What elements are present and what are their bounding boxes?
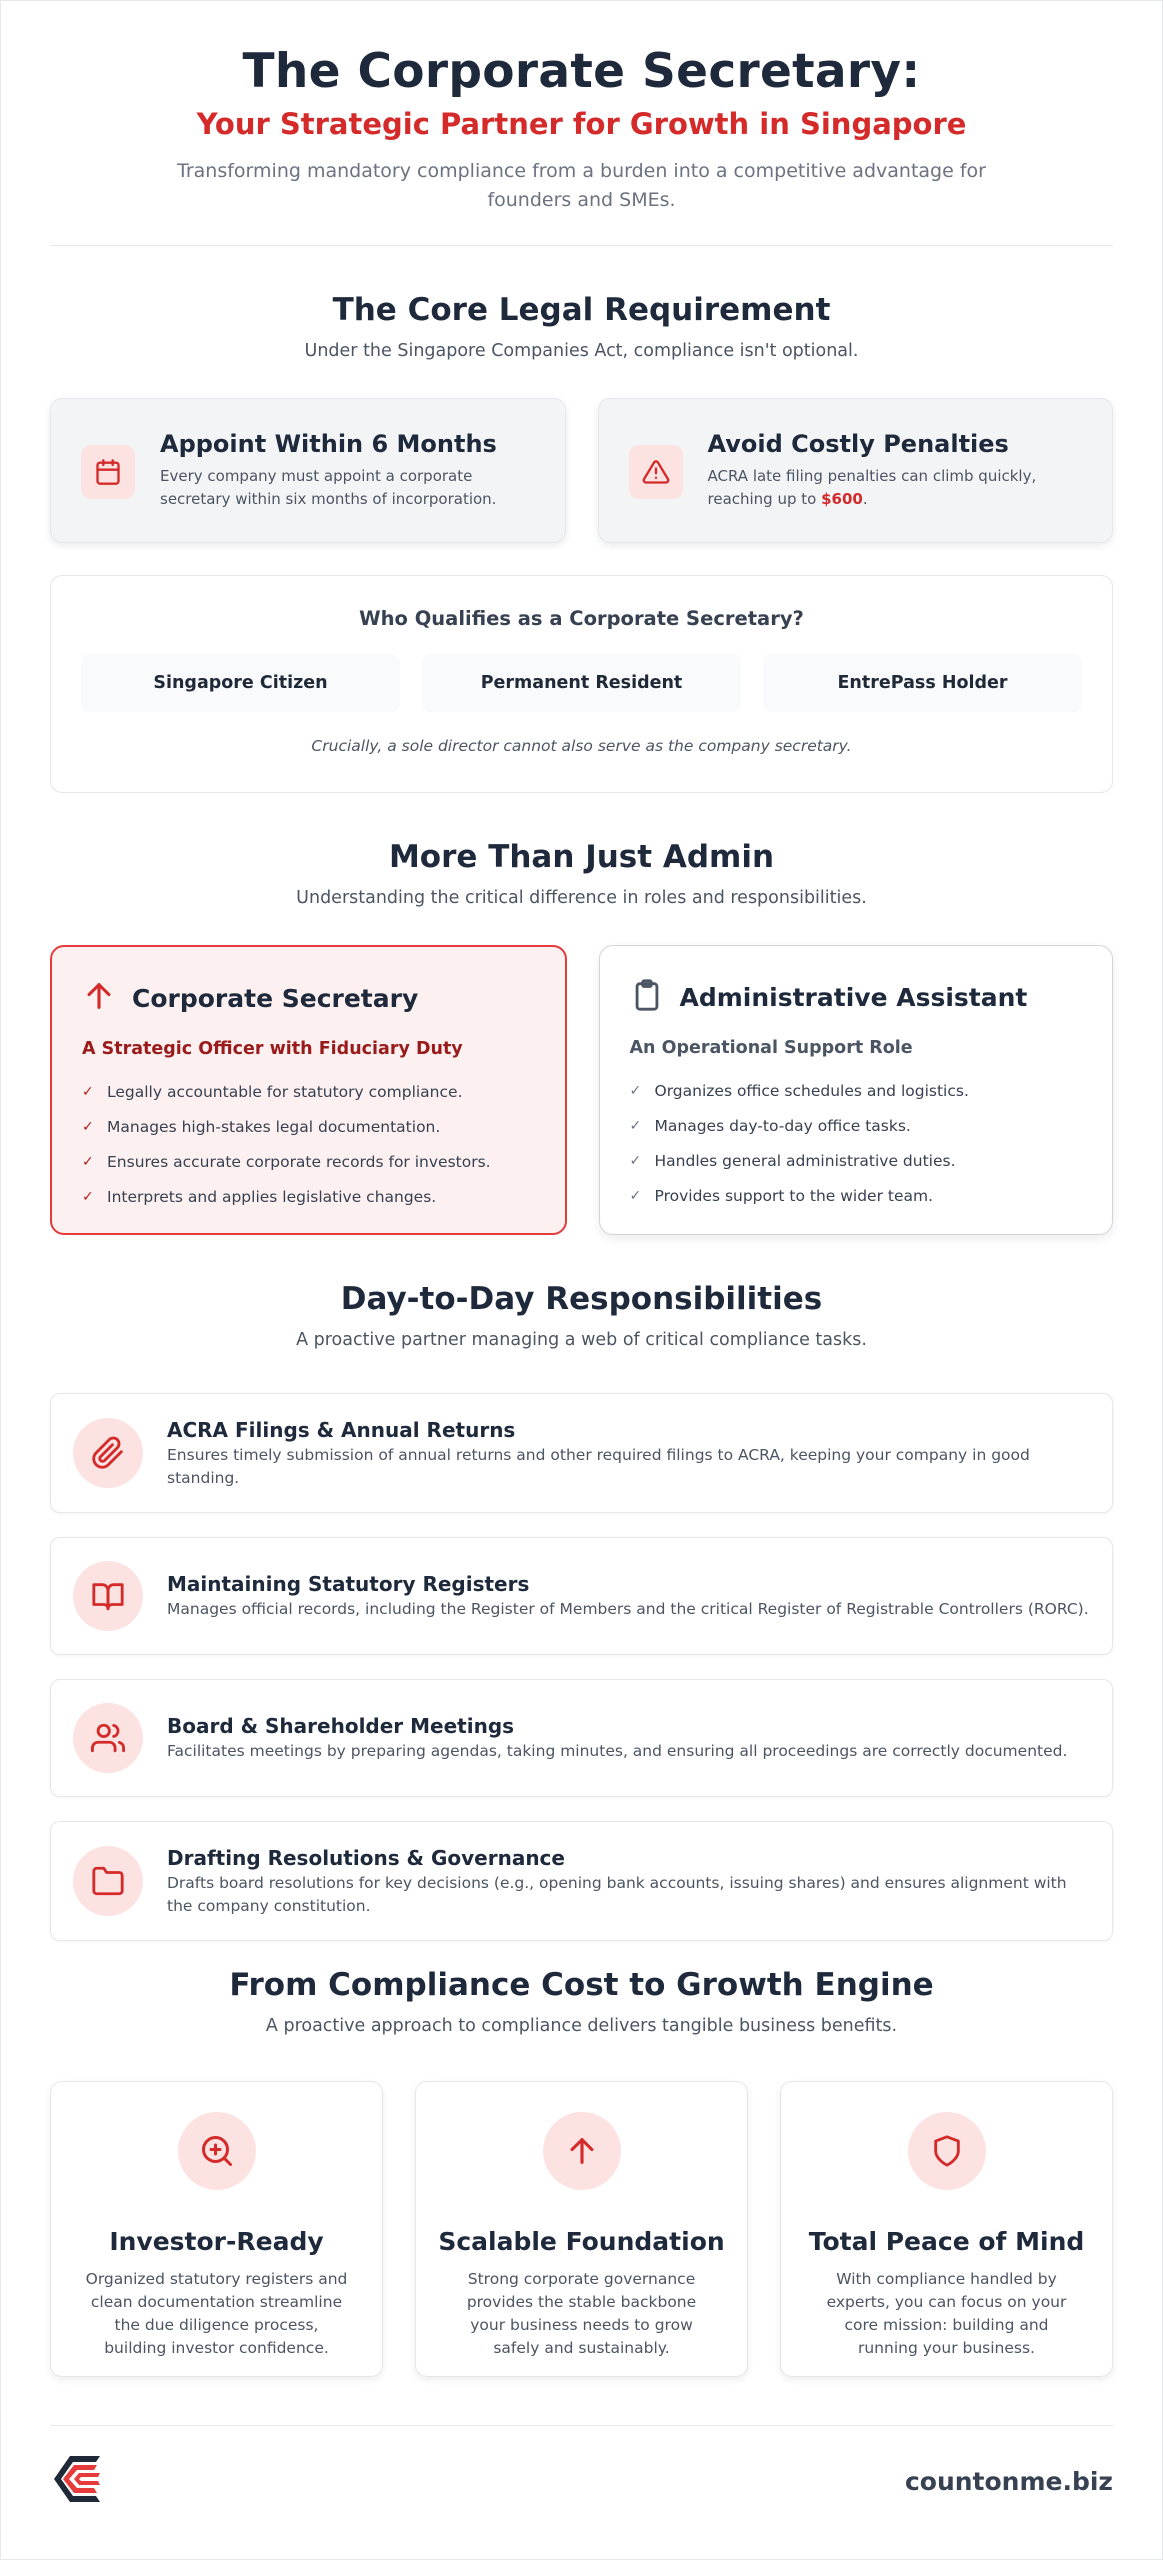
- qualifies-options: [81, 654, 1082, 712]
- qualifies-option: Singapore Citizen: [81, 654, 400, 712]
- benefits-section-header: [50, 1965, 1113, 2039]
- calendar-icon: [81, 445, 135, 499]
- responsibility-text: Ensures timely submission of annual returns and other required filings to ACRA, keeping your company in good standing.: [167, 1445, 1030, 1487]
- check-icon: ✓: [82, 1154, 94, 1170]
- check-icon: ✓: [629, 1153, 642, 1169]
- paperclip-icon: [73, 1418, 143, 1488]
- requirement-card: [598, 398, 1114, 543]
- responsibilities-list: [50, 1393, 1113, 1941]
- warning-triangle-icon: [629, 445, 683, 499]
- responsibility-title: Board & Shareholder Meetings: [167, 1714, 515, 1738]
- section-subtitle: A proactive approach to compliance delivers tangible business benefits.: [265, 2016, 898, 2036]
- requirement-text: Every company must appoint a corporate secretary within six months of incorporation.: [160, 467, 497, 508]
- benefit-text: Strong corporate governance provides the stable backbone your business needs to grow safely and sustainably.: [466, 2270, 697, 2357]
- benefit-title: Scalable Foundation: [438, 2227, 725, 2256]
- responsibility-card: [50, 1537, 1113, 1655]
- section-title: More Than Just Admin: [388, 839, 775, 875]
- check-icon: ✓: [82, 1119, 94, 1135]
- section-title: The Core Legal Requirement: [332, 292, 831, 328]
- benefit-card: [780, 2081, 1113, 2377]
- list-item: ✓ Ensures accurate corporate records for investors.: [82, 1145, 535, 1180]
- roles-section-header: [50, 837, 1113, 911]
- qualifies-option: Permanent Resident: [422, 654, 741, 712]
- check-icon: ✓: [629, 1188, 642, 1204]
- requirement-cards: [50, 398, 1113, 543]
- role-title: Corporate Secretary: [132, 983, 419, 1013]
- list-item: ✓ Organizes office schedules and logistics.: [630, 1074, 1083, 1109]
- list-item: ✓ Legally accountable for statutory compliance.: [82, 1075, 535, 1110]
- requirement-card: [50, 398, 566, 543]
- role-duties: [630, 1074, 1083, 1214]
- list-item: ✓ Handles general administrative duties.: [630, 1144, 1083, 1179]
- page-subtitle: Your Strategic Partner for Growth in Singapore: [196, 107, 967, 141]
- role-subtitle: A Strategic Officer with Fiduciary Duty: [82, 1039, 463, 1059]
- page-description: Transforming mandatory compliance from a burden into a competitive advantage for founders and SMEs.: [177, 160, 986, 211]
- arrow-up-icon: [82, 979, 116, 1017]
- responsibility-card: [50, 1821, 1113, 1941]
- responsibility-card: [50, 1679, 1113, 1797]
- zoom-in-icon: [178, 2112, 256, 2190]
- core-section-header: [50, 290, 1113, 364]
- chevron-layers-logo: [50, 2454, 104, 2508]
- section-title: Day-to-Day Responsibilities: [340, 1281, 823, 1317]
- requirement-title: Appoint Within 6 Months: [160, 430, 497, 458]
- section-subtitle: Under the Singapore Companies Act, compliance isn't optional.: [304, 341, 859, 361]
- responsibility-text: Facilitates meetings by preparing agendas, taking minutes, and ensuring all proceedings are correctly documented.: [167, 1742, 1068, 1760]
- users-icon: [73, 1703, 143, 1773]
- list-item: ✓ Interprets and applies legislative changes.: [82, 1180, 535, 1215]
- responsibility-title: Drafting Resolutions & Governance: [167, 1845, 565, 1870]
- responsibility-text: Drafts board resolutions for key decisions (e.g., opening bank accounts, issuing shares) and ensures alignment with the company constitution.: [167, 1873, 1067, 1915]
- penalty-amount: $600: [821, 490, 863, 508]
- page-header: [50, 1, 1113, 215]
- benefit-text: Organized statutory registers and clean documentation streamline the due diligence process, building investor confidence.: [85, 2270, 348, 2357]
- open-book-icon: [73, 1561, 143, 1631]
- shield-icon: [908, 2112, 986, 2190]
- role-title: Administrative Assistant: [679, 982, 1028, 1012]
- divider: [50, 245, 1113, 246]
- qualifies-box: [50, 575, 1113, 793]
- qualifies-title: Who Qualifies as a Corporate Secretary?: [359, 607, 804, 630]
- check-icon: ✓: [629, 1083, 642, 1099]
- arrow-up-icon: [543, 2112, 621, 2190]
- qualifies-option: EntrePass Holder: [763, 654, 1082, 712]
- check-icon: ✓: [629, 1118, 642, 1134]
- role-subtitle: An Operational Support Role: [629, 1038, 913, 1058]
- responsibility-card: [50, 1393, 1113, 1513]
- benefit-text: With compliance handled by experts, you can focus on your core mission: building and running your business.: [826, 2270, 1067, 2357]
- qualifies-note: Crucially, a sole director cannot also serve as the company secretary.: [311, 737, 852, 755]
- roles-comparison: [50, 945, 1113, 1235]
- benefit-card: [415, 2081, 748, 2377]
- requirement-title: Avoid Costly Penalties: [707, 430, 1009, 458]
- folder-icon: [73, 1846, 143, 1916]
- corporate-secretary-card: [50, 945, 567, 1235]
- list-item: ✓ Provides support to the wider team.: [630, 1179, 1083, 1214]
- footer: [50, 2454, 1113, 2508]
- section-subtitle: Understanding the critical difference in roles and responsibilities.: [296, 888, 867, 908]
- responsibility-text: Manages official records, including the Register of Members and the critical Register of Registrable Controllers (RORC).: [167, 1600, 1089, 1618]
- requirement-text: ACRA late filing penalties can climb quickly, reaching up to $600.: [707, 467, 1037, 508]
- administrative-assistant-card: [599, 945, 1114, 1235]
- divider: [50, 2425, 1113, 2426]
- clipboard-icon: [630, 978, 664, 1016]
- benefit-title: Total Peace of Mind: [808, 2227, 1085, 2256]
- section-subtitle: A proactive partner managing a web of critical compliance tasks.: [296, 1330, 867, 1350]
- benefit-card: [50, 2081, 383, 2377]
- page-title: The Corporate Secretary:: [242, 44, 921, 99]
- role-duties: [82, 1075, 535, 1215]
- responsibility-title: ACRA Filings & Annual Returns: [167, 1417, 516, 1442]
- responsibilities-section-header: [50, 1279, 1113, 1353]
- benefit-cards: [50, 2081, 1113, 2377]
- list-item: ✓ Manages high-stakes legal documentation.: [82, 1110, 535, 1145]
- check-icon: ✓: [82, 1189, 94, 1205]
- list-item: ✓ Manages day-to-day office tasks.: [630, 1109, 1083, 1144]
- benefit-title: Investor-Ready: [109, 2227, 324, 2256]
- responsibility-title: Maintaining Statutory Registers: [167, 1572, 530, 1596]
- check-icon: ✓: [82, 1084, 94, 1100]
- brand-name: countonme.biz: [904, 2466, 1113, 2496]
- section-title: From Compliance Cost to Growth Engine: [229, 1967, 934, 2003]
